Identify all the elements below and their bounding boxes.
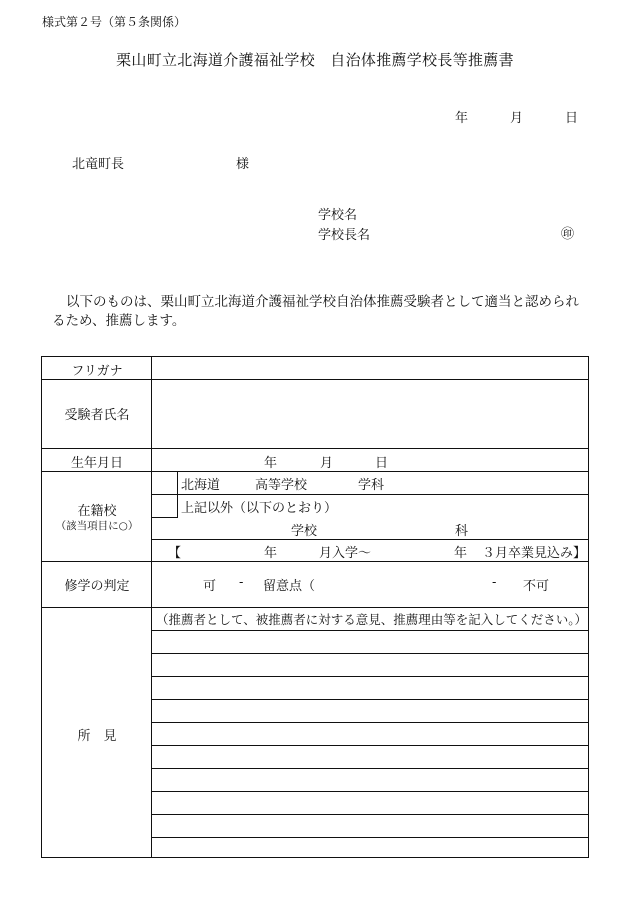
seal-mark: ㊞ — [561, 227, 575, 242]
entry-year-label: 年 — [264, 546, 278, 561]
birth-year-label: 年 — [264, 456, 278, 471]
study-dash-2: - — [492, 575, 497, 590]
birth-day-label: 日 — [375, 456, 389, 471]
study-dash-1: - — [239, 575, 244, 590]
period-bracket-open: 【 — [168, 546, 182, 561]
hokkaido-label: 北海道 — [181, 478, 221, 493]
graduation-expected-label: ３月卒業見込み】 — [482, 546, 587, 561]
date-year-label: 年 — [455, 111, 469, 126]
study-judgment-label: 修学の判定 — [64, 579, 130, 594]
statement-line-1: 以下のものは、栗山町立北海道介護福祉学校自治体推薦受験者として適当と認められ — [66, 294, 579, 310]
birth-month-label: 月 — [320, 456, 334, 471]
principal-name-label: 学校長名 — [318, 228, 371, 243]
enrollment-note: （該当項目に○） — [55, 520, 139, 532]
recommendation-statement — [52, 293, 592, 331]
high-school-label: 高等学校 — [255, 478, 308, 493]
statement-line-2: るため、推薦します。 — [52, 313, 186, 329]
date-day-label: 日 — [565, 111, 579, 126]
recommendation-form-table — [41, 356, 589, 858]
course-label: 科 — [455, 524, 469, 539]
document-title: 栗山町立北海道介護福祉学校 自治体推薦学校長等推薦書 — [116, 51, 514, 69]
study-pass-option[interactable]: 可 — [203, 579, 217, 594]
furigana-label: フリガナ — [71, 364, 123, 379]
date-month-label: 月 — [510, 111, 524, 126]
graduation-year-label: 年 — [454, 546, 468, 561]
study-caution-option[interactable]: 留意点（ — [263, 579, 316, 594]
study-fail-option[interactable]: 不可 — [523, 579, 550, 594]
opinion-instruction: （推薦者として、被推薦者に対する意見、推薦理由等を記入してください。） — [156, 612, 588, 627]
addressee-honorific: 様 — [236, 157, 250, 172]
entry-month-label: 月入学～ — [319, 546, 372, 561]
candidate-name-label: 受験者氏名 — [64, 408, 130, 423]
other-school-label: 上記以外（以下のとおり） — [181, 501, 338, 516]
enrollment-label: 在籍校 — [77, 504, 117, 519]
school-name-label: 学校名 — [318, 208, 358, 223]
school-label: 学校 — [291, 524, 318, 539]
birthdate-label: 生年月日 — [70, 456, 123, 471]
department-label: 学科 — [358, 478, 385, 493]
form-number: 様式第２号（第５条関係） — [42, 15, 187, 29]
addressee-name: 北竜町長 — [72, 157, 125, 172]
opinion-label: 所 見 — [77, 729, 117, 744]
candidate-name-field[interactable] — [154, 382, 586, 446]
